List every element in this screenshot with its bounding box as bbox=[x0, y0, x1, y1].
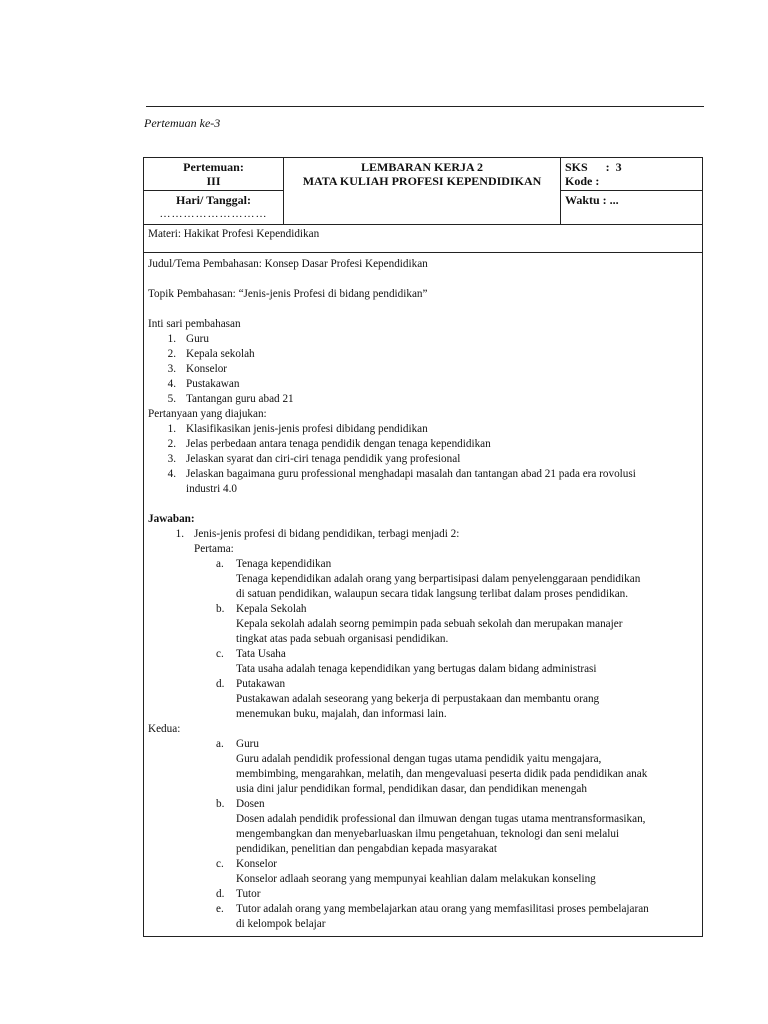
meeting-label-cell: Pertemuan: bbox=[183, 160, 244, 174]
second-group bbox=[148, 737, 698, 932]
date-value: ……………………… bbox=[159, 208, 268, 220]
subitem-letter: c. bbox=[216, 648, 224, 660]
list-item: 1. Guru bbox=[167, 333, 209, 345]
worksheet-table bbox=[143, 157, 703, 937]
subitem-title: Tata Usaha bbox=[236, 648, 286, 660]
info-column bbox=[561, 158, 702, 224]
meeting-cell bbox=[144, 158, 283, 191]
answer-subitem bbox=[148, 677, 698, 692]
summary-list bbox=[148, 332, 698, 407]
subitem-description: mengembangkan dan menyebarluaskan ilmu pengetahuan, teknologi dan seni melalui bbox=[236, 828, 620, 840]
subitem-letter: d. bbox=[216, 678, 225, 690]
course-title: MATA KULIAH PROFESI KEPENDIDIKAN bbox=[302, 174, 542, 188]
header-grid bbox=[144, 158, 702, 224]
time-cell bbox=[561, 191, 702, 224]
summary-label: Inti sari pembahasan bbox=[148, 318, 241, 330]
subitem-description: Tenaga kependidikan adalah orang yang berpartisipasi dalam penyelenggaraan pendidikan bbox=[236, 573, 641, 585]
questions-list bbox=[148, 422, 698, 497]
kode-value: Kode : bbox=[565, 174, 600, 188]
list-item: 3. Jelaskan syarat dan ciri-ciri tenaga pendidik yang profesional bbox=[167, 453, 461, 465]
subitem-description: Konselor adlaah seorang yang mempunyai keahlian dalam melakukan konseling bbox=[236, 873, 596, 885]
list-item: 1. Klasifikasikan jenis-jenis profesi dibidang pendidikan bbox=[167, 423, 428, 435]
meeting-value: III bbox=[206, 174, 221, 188]
list-item: 2. Jelas perbedaan antara tenaga pendidik dengan tenaga kependidikan bbox=[167, 438, 491, 450]
subitem-title: Tutor bbox=[236, 888, 261, 900]
answer-item: 1. Jenis-jenis profesi di bidang pendidikan, terbagi menjadi 2: bbox=[175, 528, 460, 540]
subitem-title: Tutor adalah orang yang membelajarkan atau orang yang memfasilitasi proses pembelajaran bbox=[236, 903, 649, 915]
subitem-description: pendidikan, penelitian dan pengabdian kepada masyarakat bbox=[236, 843, 497, 855]
subitem-description: di kelompok belajar bbox=[236, 918, 326, 930]
top-rule bbox=[146, 106, 704, 107]
list-item: 2. Kepala sekolah bbox=[167, 348, 255, 360]
subitem-title: Putakawan bbox=[236, 678, 286, 690]
title-cell bbox=[284, 158, 560, 224]
answer-subitem bbox=[148, 902, 698, 917]
answer-subitem bbox=[148, 737, 698, 752]
subitem-letter: e. bbox=[216, 903, 224, 915]
answer-subitem bbox=[148, 602, 698, 617]
subitem-description: di satuan pendidikan, walaupun secara tidak langsung terlibat dalam proses pendidikan. bbox=[236, 588, 629, 600]
subitem-description: usia dini jalur pendidikan formal, pendidikan dasar, dan pendidikan menengah bbox=[236, 783, 587, 795]
answers-label: Jawaban: bbox=[148, 513, 195, 525]
answer-subitem bbox=[148, 857, 698, 872]
first-group bbox=[148, 557, 698, 722]
subitem-description: Kepala sekolah adalah seorng pemimpin pada sebuah sekolah dan merupakan manajer bbox=[236, 618, 623, 630]
sks-cell bbox=[561, 158, 702, 191]
subitem-description: Dosen adalah pendidik professional dan ilmuwan dengan tugas utama mentransformasikan, bbox=[236, 813, 646, 825]
subitem-description: membimbing, mengarahkan, melatih, dan mengevaluasi peserta didik pada pendidikan anak bbox=[236, 768, 648, 780]
subitem-title: Kepala Sekolah bbox=[236, 603, 307, 615]
subitem-description: Pustakawan adalah seseorang yang bekerja di perpustakaan dan membantu orang bbox=[236, 693, 600, 705]
subitem-letter: b. bbox=[216, 798, 225, 810]
subitem-letter: a. bbox=[216, 558, 224, 570]
answer-subitem bbox=[148, 797, 698, 812]
subitem-letter: c. bbox=[216, 858, 224, 870]
answer-subitem bbox=[148, 647, 698, 662]
subitem-letter: a. bbox=[216, 738, 224, 750]
second-group-label: Kedua: bbox=[148, 723, 181, 735]
list-item: 4. Pustakawan bbox=[167, 378, 240, 390]
subitem-title: Guru bbox=[236, 738, 259, 750]
subitem-title: Konselor bbox=[236, 858, 278, 870]
subitem-title: Dosen bbox=[236, 798, 265, 810]
first-group-label: Pertama: bbox=[194, 543, 234, 555]
subitem-description: tingkat atas pada sebuah organisasi pendidikan. bbox=[236, 633, 449, 645]
questions-label: Pertanyaan yang diajukan: bbox=[148, 408, 267, 420]
topic-title: Judul/Tema Pembahasan: Konsep Dasar Profesi Kependidikan bbox=[148, 258, 428, 270]
content-cell bbox=[144, 252, 702, 936]
meeting-label: Pertemuan ke-3 bbox=[144, 116, 221, 130]
list-item: 4. Jelaskan bagaimana guru professional menghadapi masalah dan tantangan abad 21 pada era rovolusi bbox=[167, 468, 636, 480]
subitem-letter: b. bbox=[216, 603, 225, 615]
worksheet-title: LEMBARAN KERJA 2 bbox=[360, 160, 483, 174]
date-label: Hari/ Tanggal: bbox=[175, 193, 252, 207]
list-item: 5. Tantangan guru abad 21 bbox=[167, 393, 294, 405]
sks-value: SKS : 3 bbox=[565, 160, 622, 174]
subitem-description: menemukan buku, majalah, dan informasi lain. bbox=[236, 708, 447, 720]
list-item: 3. Konselor bbox=[167, 363, 228, 375]
answer-subitem bbox=[148, 887, 698, 902]
title-column bbox=[284, 158, 561, 224]
materi-row: Materi: Hakikat Profesi Kependidikan bbox=[144, 224, 702, 252]
subitem-description: Tata usaha adalah tenaga kependidikan yang bertugas dalam bidang administrasi bbox=[236, 663, 597, 675]
time-value: Waktu : ... bbox=[565, 193, 619, 207]
subitem-title: Tenaga kependidikan bbox=[236, 558, 332, 570]
answer-subitem bbox=[148, 557, 698, 572]
subitem-letter: d. bbox=[216, 888, 225, 900]
discussion-topic: Topik Pembahasan: “Jenis-jenis Profesi di bidang pendidikan” bbox=[148, 288, 428, 300]
date-cell bbox=[144, 191, 283, 224]
list-item-continuation: industri 4.0 bbox=[186, 483, 237, 495]
meeting-column bbox=[144, 158, 284, 224]
subitem-description: Guru adalah pendidik professional dengan tugas utama pendidik yaitu mengajara, bbox=[236, 753, 602, 765]
